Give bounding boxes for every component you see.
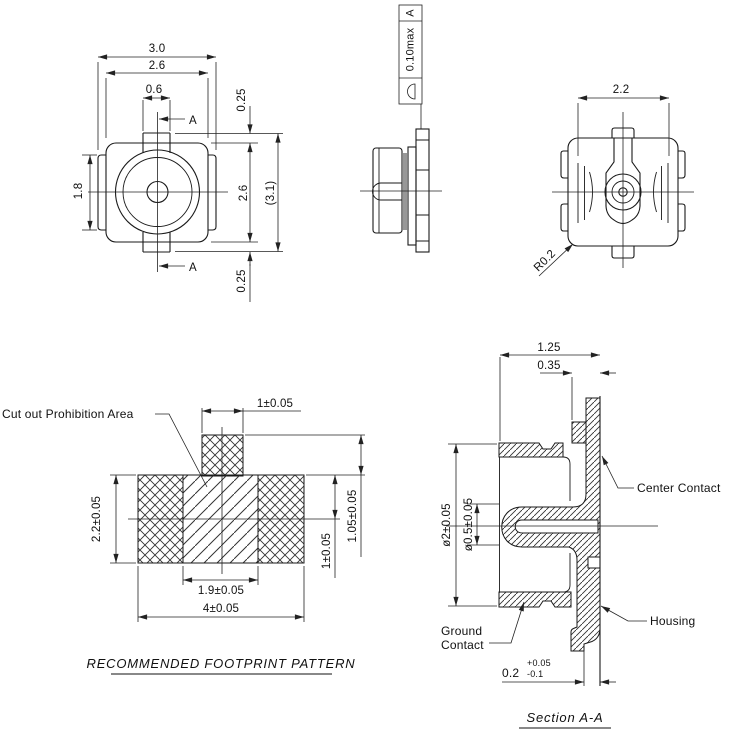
dim-offset-bottom: 0.25 xyxy=(236,269,249,293)
dim-center-leg-width: 0.35 xyxy=(537,360,561,372)
right-side-tab xyxy=(208,155,216,230)
section-label-top: A xyxy=(189,115,197,127)
section-label-bottom: A xyxy=(189,262,197,274)
footprint-title: RECOMMENDED FOOTPRINT PATTERN xyxy=(86,656,356,671)
flange-step xyxy=(408,147,416,245)
dim-top-pad-width: 1±0.05 xyxy=(256,398,294,410)
label-ground-line2: Contact xyxy=(441,638,484,652)
profile-of-surface-icon xyxy=(408,84,415,99)
dim-pad-height: 2.2±0.05 xyxy=(91,495,104,543)
dim-shell-diameter: ø2±0.05 xyxy=(441,503,454,547)
section-view xyxy=(441,342,721,728)
bottom-view xyxy=(532,84,694,276)
side-view xyxy=(360,5,442,252)
dim-overall-height-ref: (3.1) xyxy=(265,180,278,206)
section-title: Section A-A xyxy=(526,710,604,725)
label-housing: Housing xyxy=(650,614,696,628)
left-side-tab xyxy=(98,155,106,230)
dim-top-pad-height: 1.05±0.05 xyxy=(347,489,360,543)
ground-contact-bottom xyxy=(499,592,571,607)
label-center-contact: Center Contact xyxy=(637,481,721,495)
dim-top-tab-width: 0.6 xyxy=(145,84,163,96)
dim-overall-height: 1.25 xyxy=(537,342,561,354)
dim-pad-gap: 1.9±0.05 xyxy=(197,585,245,597)
dim-standoff-tol-lower: -0.1 xyxy=(527,669,544,679)
dim-overall-width: 3.0 xyxy=(148,43,166,55)
dim-side-tab-height: 1.8 xyxy=(73,182,86,200)
dim-body-height: 2.6 xyxy=(238,184,251,202)
dim-body-width: 2.6 xyxy=(148,60,166,72)
dim-standoff: 0.2 xyxy=(502,666,520,680)
front-view xyxy=(73,43,283,302)
mount-flange xyxy=(416,129,429,252)
dim-offset-top: 0.25 xyxy=(236,88,249,112)
top-pad xyxy=(202,435,243,476)
centerlines xyxy=(88,112,228,272)
prohibition-callout: Cut out Prohibition Area xyxy=(2,407,134,421)
dim-standoff-tol-upper: +0.05 xyxy=(527,658,551,668)
label-ground-line1: Ground xyxy=(441,624,483,638)
housing-top-block xyxy=(572,422,586,443)
dim-center-to-pad-top: 1±0.05 xyxy=(321,532,334,570)
dim-overall-width: 4±0.05 xyxy=(202,603,240,615)
tolerance-value: 0.10max xyxy=(404,27,417,72)
ground-contact-top xyxy=(499,443,563,457)
footprint-view xyxy=(2,398,365,674)
dim-socket-diameter: ø0.5±0.05 xyxy=(463,497,476,552)
dim-width: 2.2 xyxy=(612,84,630,96)
body-profile xyxy=(373,148,402,233)
corner-radius-note: R0.2 xyxy=(531,247,559,275)
datum-reference: A xyxy=(404,9,417,17)
